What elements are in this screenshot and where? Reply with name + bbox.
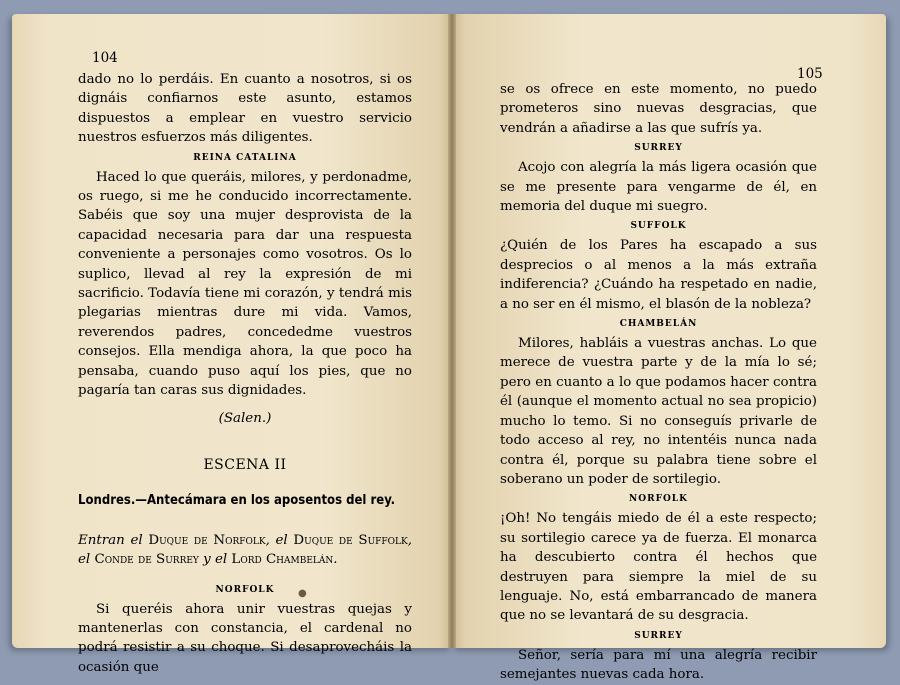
speaker-name: SUFFOLK (630, 221, 687, 232)
speaker-name: SURREY (634, 143, 683, 154)
continuation-paragraph: se os ofrece en este momento, no puedo prometeros sino nuevas desgracias, que vendrán a añadirse a las que sufrís ya. (500, 82, 817, 136)
speaker-name: REINA CATALINA (193, 152, 297, 163)
character-name: Duque de Norfolk (148, 532, 266, 548)
speaker-name: NORFOLK (629, 494, 688, 505)
book-gutter (448, 14, 456, 648)
speech-paragraph: Milores, habláis a vuestras anchas. Lo que merece de vuestra parte y de la mía lo sé; pero en cuanto a lo que podamos hacer contra él (aunque el momento actual no sea propicio) mucho lo temo. Si no conseguís privarle de todo acceso al rey, no intentéis nunca nada contra él, porque su palabra tiene sobre el soberano un poder de sortilegio. (500, 336, 817, 487)
entrance-text: . (333, 552, 338, 568)
entrance-text: Entran el (78, 532, 149, 548)
speech-paragraph: Si queréis ahora unir vuestras quejas y mantenerlas con constancia, el cardenal no podrá resistir a su choque. Si desaprovecháis la ocasión que (78, 601, 412, 675)
speech-paragraph: ¿Quién de los Pares ha escapado a sus desprecios o al menos a la más extraña indiferencia? ¿Cuándo ha respetado en nadie, a no ser en él mismo, el blasón de la nobleza? (500, 238, 817, 312)
stage-direction: (Salen.) (218, 410, 272, 426)
left-page-text (78, 70, 412, 677)
speaker-name: SURREY (634, 630, 683, 641)
right-page-text (500, 80, 817, 685)
character-name: Lord Chambelán (231, 552, 334, 568)
speech-paragraph: Acojo con alegría la más ligera ocasión que se me presente para vengarme de él, en memoria del duque mi suegro. (500, 160, 817, 215)
right-page-number: 105 (797, 66, 823, 82)
entrance-text: y el (198, 552, 232, 568)
left-page-number: 104 (92, 50, 118, 66)
speaker-name: NORFOLK (215, 584, 275, 595)
character-name: Conde de Surrey (94, 552, 199, 568)
scene-location: Londres.—Antecámara en los aposentos del rey. (78, 493, 396, 509)
scene-title: ESCENA II (203, 456, 287, 473)
ink-mark: ● (298, 588, 307, 599)
speech-paragraph: Señor, sería para mí una alegría recibir semejantes nuevas cada hora. (500, 647, 817, 683)
speaker-name: CHAMBELÁN (619, 319, 698, 330)
speech-paragraph: Haced lo que queráis, milores, y perdonadme, os ruego, si me he conducido incorrectamente. Sabéis que soy una mujer desprovista de la capacidad necesaria para dar una respuesta conveniente a personajes como vosotros. Os lo suplico, llevad al rey la expresión de mi sacrificio. Todavía tiene mi corazón, y tendrá mis plegarias mientras dure mi vida. Vamos, reverendos padres, concededme vuestros consejos. Ella mendiga ahora, la que poco ha pensaba, cuando puso aquí los pies, que no pagaría tan caras sus dignidades. (78, 169, 412, 399)
entrance-text: , el (265, 532, 294, 548)
entrance-text: , el (78, 532, 412, 568)
continuation-paragraph: dado no lo perdáis. En cuanto a nosotros, si os dignáis confiarnos este asunto, estamos dispuestos a emplear en vuestro servicio nuestros esfuerzos más diligentes. (78, 72, 412, 146)
entrance-direction (78, 531, 412, 570)
speech-paragraph: ¡Oh! No tengáis miedo de él a este respecto; su sortilegio carece ya de fuerza. El monarca ha descubierto contra él hechos que destruyen para siempre la miel de su lenguaje. No, está embarrancado de manera que no se levantará de su desgracia. (500, 511, 817, 624)
character-name: Duque de Suffolk (293, 532, 408, 548)
